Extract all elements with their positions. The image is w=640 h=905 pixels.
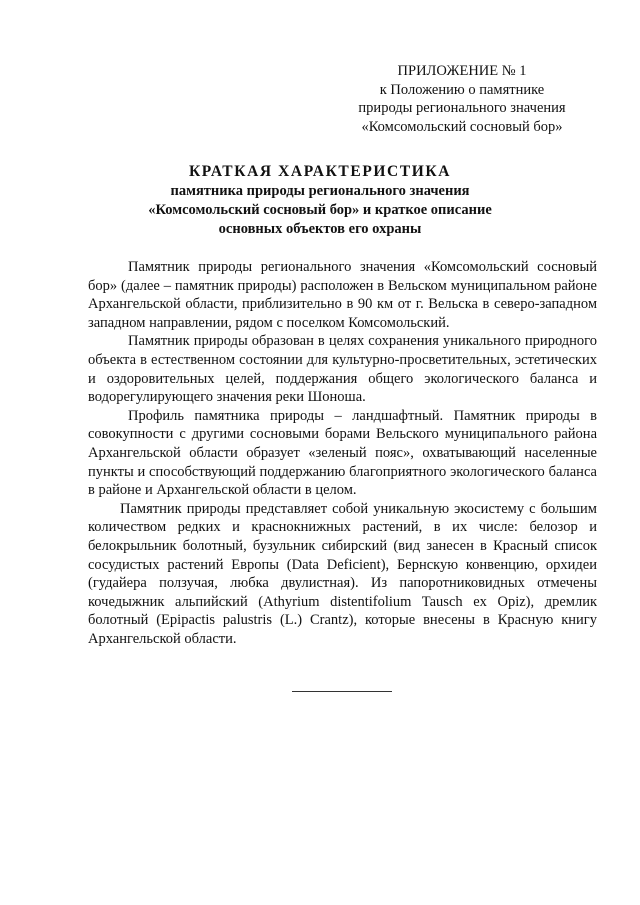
title-main: КРАТКАЯ ХАРАКТЕРИСТИКА	[188, 163, 452, 180]
title-subtitle-line-1: памятника природы регионального значения	[170, 183, 470, 199]
appendix-header	[332, 62, 592, 136]
paragraph-ecosystem: Памятник природы представляет собой уникальную экосистему с большим количеством редких и краснокнижных растений, в их числе: белозор и белокрыльник болотный, бузульник сибирский (вид занесен в Красный список сосудистых растений Европы (Data Deficient), Бернскую конвенцию, орхидеи (гудайера ползучая, любка двулистная). Из папоротниковидных отмечены кочедыжник альпийский (Athyrium distentifolium Tausch ex Opiz), дремлик болотный (Epipactis palustris (L.) Crantz), которые внесены в Красную книгу Архангельской области.	[88, 500, 597, 647]
appendix-reference-line-1: к Положению о памятнике	[379, 81, 545, 98]
paragraph-profile: Профиль памятника природы – ландшафтный. Памятник природы в совокупности с другими сосновыми борами Вельского муниципального района Архангельской области образует «зеленый пояс», охватывающий населенные пункты и способствующий поддержанию благоприятного экологического баланса в районе и Архангельской области в целом.	[88, 407, 597, 499]
appendix-reference-line-3: «Комсомольский сосновый бор»	[361, 118, 563, 135]
end-divider	[292, 691, 392, 692]
title-subtitle-line-3: основных объектов его охраны	[218, 221, 422, 237]
document-title	[0, 162, 640, 239]
appendix-number: ПРИЛОЖЕНИЕ № 1	[397, 63, 527, 79]
appendix-reference-line-2: природы регионального значения	[358, 100, 566, 116]
paragraph-location: Памятник природы регионального значения «Комсомольский сосновый бор» (далее – памятник природы) расположен в Вельском муниципальном районе Архангельской области, приблизительно в 90 км от г. Вельска в северо-западном западном направлении, рядом с поселком Комсомольский.	[88, 259, 597, 331]
title-subtitle-line-2: «Комсомольский сосновый бор» и краткое описание	[148, 202, 492, 218]
paragraph-purpose: Памятник природы образован в целях сохранения уникального природного объекта в естественном состоянии для культурно-просветительных, эстетических и оздоровительных целей, поддержания общего экологического баланса и водорегулирующего значения реки Шоноша.	[88, 333, 597, 406]
document-body	[88, 258, 597, 648]
